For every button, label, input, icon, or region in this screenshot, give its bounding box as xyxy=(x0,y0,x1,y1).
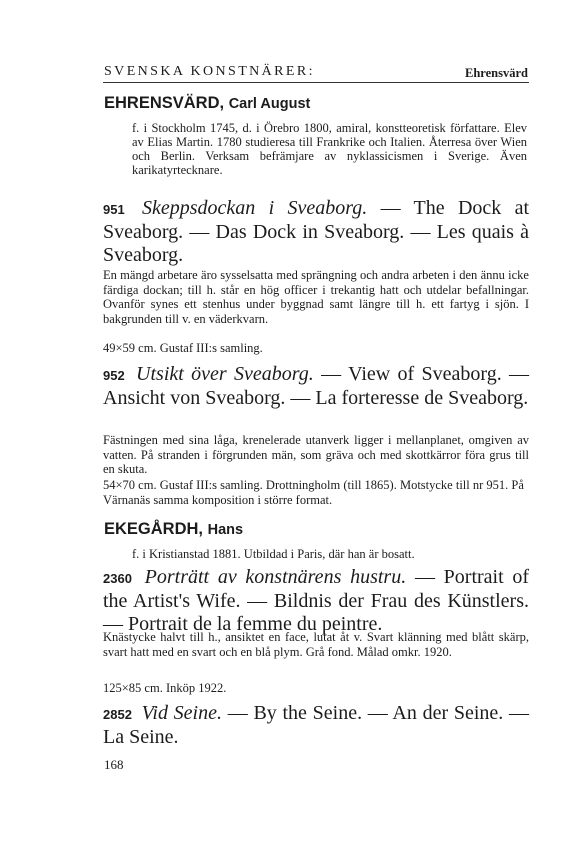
entry-number: 951 xyxy=(103,202,125,217)
entry-meta: 54×70 cm. Gustaf III:s samling. Drottningholm (till 1865). Motstycke till nr 951. På Värnanäs samma komposition i större format. xyxy=(103,478,524,507)
entry-title-translations: — By the Seine. — An der Seine. — La Seine. xyxy=(103,702,530,748)
entry-meta: 49×59 cm. Gustaf III:s samling. xyxy=(103,341,263,355)
artist-heading xyxy=(104,94,310,113)
entry-title-swedish: Utsikt över Sveaborg. xyxy=(136,363,314,385)
entry-title-swedish: Skeppsdockan i Sveaborg. xyxy=(142,197,368,219)
artist-bio: f. i Stockholm 1745, d. i Örebro 1800, amiral, konstteoretisk författare. Elev av Elias Martin. 1780 studieresa till Frankrike och Italien. Återresa över Wien och Berlin. Verksam befrämjare av nyklassicismen i Sverige. Även karikatyrtecknare. xyxy=(132,121,527,177)
entry-title-swedish: Vid Seine. xyxy=(141,702,222,724)
entry-title-translations: — Portrait of the Artist's Wife. — Bildnis der Frau des Künstlers. — Portrait de la femme du peintre. xyxy=(103,566,530,635)
running-header-name: Ehrensvärd xyxy=(465,66,528,80)
entry-description: Fästningen med sina låga, krenelerade utanverk ligger i mellanplanet, omgiven av vatten. På stranden i förgrunden män, som gräva och med skottkärror föra grus till en skuta. xyxy=(103,433,529,476)
entry-number: 2360 xyxy=(103,571,132,586)
catalog-entry xyxy=(103,197,529,267)
entry-title-translations: — The Dock at Sveaborg. — Das Dock in Sveaborg. — Les quais à Sveaborg. xyxy=(103,197,529,266)
catalog-entry xyxy=(103,702,529,749)
artist-given-name: Hans xyxy=(207,522,244,538)
artist-surname: EHRENSVÄRD, xyxy=(104,94,225,112)
catalog-entry xyxy=(103,566,529,636)
artist-bio: f. i Kristianstad 1881. Utbildad i Paris, där han är bosatt. xyxy=(132,547,415,561)
header-rule xyxy=(103,82,529,83)
entry-title-translations: — View of Sveaborg. — Ansicht von Sveaborg. — La forteresse de Sveaborg. xyxy=(103,363,530,409)
entry-title-swedish: Porträtt av konstnärens hustru. xyxy=(144,566,407,588)
catalog-entry xyxy=(103,363,529,410)
running-header-section: SVENSKA KONSTNÄRER: xyxy=(104,64,315,79)
entry-description: En mängd arbetare äro sysselsatta med sprängning och andra arbeten i den ännu icke färdiga dockan; till h. står en hög officer i trekantig hatt och utdelar befallningar. Ovanför synes ett stenhus under byggnad samt längre till h. ett fartyg i sjön. I bakgrunden till v. en väderkvarn. xyxy=(103,268,529,326)
artist-given-name: Carl August xyxy=(228,96,311,112)
entry-number: 952 xyxy=(103,368,125,383)
entry-description: Knästycke halvt till h., ansiktet en face, lutat åt v. Svart klänning med blått skärp, svart hatt med en svart och en blå plym. Grå fond. Målad omkr. 1920. xyxy=(103,630,529,659)
entry-meta: 125×85 cm. Inköp 1922. xyxy=(103,681,227,695)
artist-heading xyxy=(104,520,243,539)
entry-number: 2852 xyxy=(103,707,132,722)
artist-surname: EKEGÅRDH, xyxy=(104,520,204,538)
page-number: 168 xyxy=(104,757,124,772)
